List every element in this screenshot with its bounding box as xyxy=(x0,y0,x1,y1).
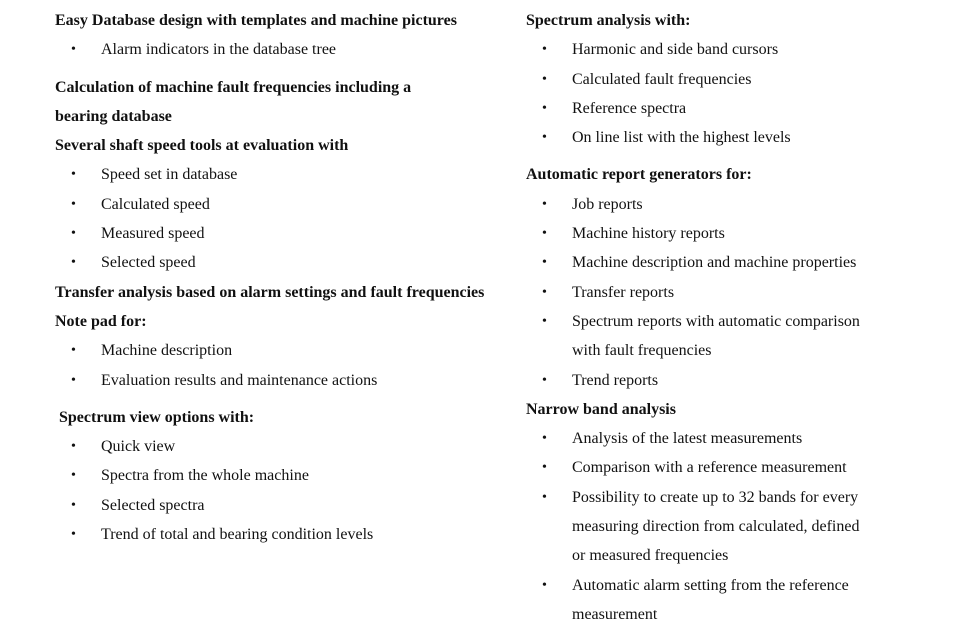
heading-fault-frequencies-line2: bearing database xyxy=(55,107,172,125)
list-item: • Calculated speed xyxy=(55,190,495,219)
bullet-icon: • xyxy=(542,489,547,505)
list-item: • Spectrum reports with automatic comparison with fault frequencies xyxy=(526,307,946,366)
bullet-icon: • xyxy=(542,313,547,329)
list-item: • Possibility to create up to 32 bands for every measuring direction from calculated, defined or measured frequencies xyxy=(526,483,946,571)
list-report-generators xyxy=(526,190,946,395)
list-item: • On line list with the highest levels xyxy=(526,123,946,152)
list-database-design xyxy=(55,35,495,64)
heading-spectrum-analysis: Spectrum analysis with: xyxy=(526,12,691,29)
list-item: • Trend reports xyxy=(526,366,946,395)
bullet-icon: • xyxy=(71,167,76,183)
bullet-icon: • xyxy=(542,100,547,116)
list-item: • Job reports xyxy=(526,190,946,219)
list-spectrum-analysis xyxy=(526,35,946,152)
heading-shaft-speed: Several shaft speed tools at evaluation with xyxy=(55,137,349,155)
bullet-icon: • xyxy=(542,71,547,87)
bullet-icon: • xyxy=(71,255,76,271)
bullet-icon: • xyxy=(542,284,547,300)
heading-report-generators: Automatic report generators for: xyxy=(526,166,752,184)
bullet-icon: • xyxy=(71,226,76,242)
bullet-icon: • xyxy=(542,226,547,242)
list-item: • Selected speed xyxy=(55,248,495,277)
list-item: • Measured speed xyxy=(55,219,495,248)
bullet-icon: • xyxy=(542,577,547,593)
bullet-icon: • xyxy=(71,372,76,388)
bullet-icon: • xyxy=(71,497,76,513)
list-item: • Comparison with a reference measurement xyxy=(526,453,946,482)
list-item: • Alarm indicators in the database tree xyxy=(55,35,495,64)
bullet-icon: • xyxy=(71,42,76,58)
bullet-icon: • xyxy=(71,343,76,359)
list-item: • Evaluation results and maintenance actions xyxy=(55,366,495,395)
list-item: • Machine description and machine properties xyxy=(526,248,946,277)
bullet-icon: • xyxy=(542,372,547,388)
heading-transfer-analysis: Transfer analysis based on alarm settings and fault frequencies xyxy=(55,283,485,301)
list-item: • Harmonic and side band cursors xyxy=(526,35,946,64)
heading-note-pad: Note pad for: xyxy=(55,312,147,330)
list-item: • Machine description xyxy=(55,336,495,365)
list-item: • Reference spectra xyxy=(526,94,946,123)
list-narrow-band xyxy=(526,424,946,629)
list-note-pad xyxy=(55,336,495,395)
list-spectrum-view xyxy=(55,432,495,549)
heading-spectrum-view: Spectrum view options with: xyxy=(59,408,255,426)
list-shaft-speed xyxy=(55,160,495,277)
heading-fault-frequencies-line1: Calculation of machine fault frequencies including a xyxy=(55,78,412,96)
list-item: • Selected spectra xyxy=(55,491,495,520)
bullet-icon: • xyxy=(542,42,547,58)
list-item: • Machine history reports xyxy=(526,219,946,248)
list-item: • Automatic alarm setting from the reference measurement xyxy=(526,571,946,630)
bullet-icon: • xyxy=(542,255,547,271)
list-item: • Speed set in database xyxy=(55,160,495,189)
bullet-icon: • xyxy=(71,468,76,484)
list-item: • Quick view xyxy=(55,432,495,461)
bullet-icon: • xyxy=(71,439,76,455)
left-column xyxy=(55,6,495,549)
bullet-icon: • xyxy=(542,196,547,212)
heading-narrow-band: Narrow band analysis xyxy=(526,400,676,418)
bullet-icon: • xyxy=(542,460,547,476)
heading-database-design: Easy Database design with templates and machine pictures xyxy=(55,12,457,29)
bullet-icon: • xyxy=(542,431,547,447)
right-column xyxy=(526,6,946,629)
list-item: • Trend of total and bearing condition levels xyxy=(55,520,495,549)
list-item: • Analysis of the latest measurements xyxy=(526,424,946,453)
bullet-icon: • xyxy=(542,130,547,146)
bullet-icon: • xyxy=(71,196,76,212)
list-item: • Transfer reports xyxy=(526,278,946,307)
list-item: • Spectra from the whole machine xyxy=(55,461,495,490)
list-item: • Calculated fault frequencies xyxy=(526,65,946,94)
bullet-icon: • xyxy=(71,527,76,543)
